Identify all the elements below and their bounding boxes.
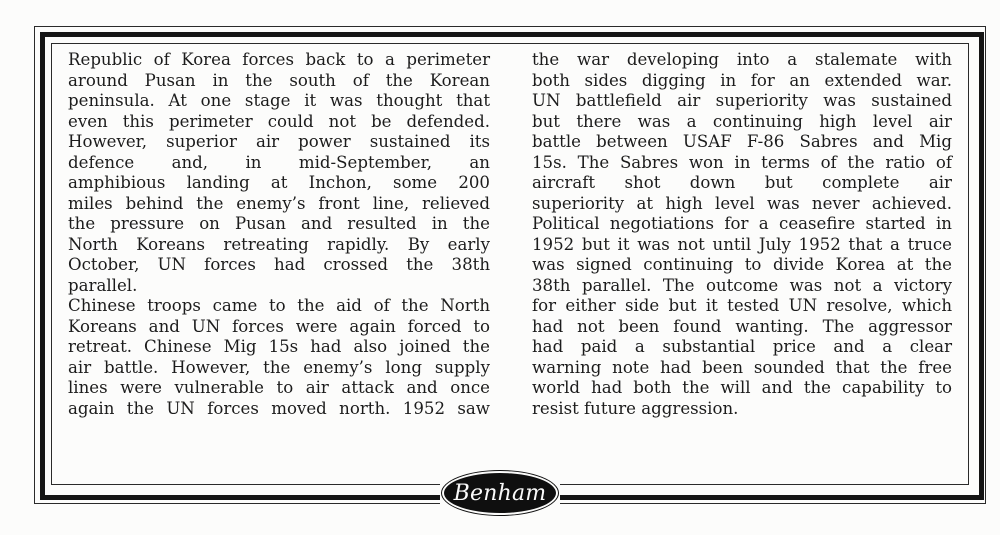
right-text-column	[532, 50, 952, 419]
text-line: miles behind the enemy’s front line, relieved	[68, 193, 490, 213]
left-text-column	[68, 50, 490, 419]
text-line: lines were vulnerable to air attack and once	[68, 378, 490, 397]
text-line: air battle. However, the enemy’s long supply	[68, 357, 490, 377]
text-line: Political negotiations for a ceasefire started in	[532, 214, 952, 233]
text-line: 15s. The Sabres won in terms of the ratio of	[532, 152, 952, 172]
text-line: resist future aggression.	[532, 398, 739, 418]
text-line: Chinese troops came to the aid of the North	[68, 296, 490, 315]
text-line: UN battlefield air superiority was sustained	[532, 91, 952, 110]
text-line: Republic of Korea forces back to a perimeter	[68, 50, 490, 69]
text-line: retreat. Chinese Mig 15s had also joined the	[68, 337, 490, 356]
text-line: Koreans and UN forces were again forced to	[68, 316, 490, 336]
text-line: had paid a substantial price and a clear	[532, 337, 952, 356]
text-line: again the UN forces moved north. 1952 saw	[68, 398, 490, 418]
text-line: amphibious landing at Inchon, some 200	[68, 173, 490, 192]
logo-text: Benham	[453, 480, 547, 506]
text-line: parallel.	[68, 275, 138, 295]
text-line: 38th parallel. The outcome was not a victory	[532, 275, 952, 295]
text-line: warning note had been sounded that the free	[532, 357, 952, 377]
text-line: October, UN forces had crossed the 38th	[68, 255, 490, 274]
text-line: but there was a continuing high level air	[532, 111, 952, 131]
text-line: superiority at high level was never achieved.	[532, 193, 952, 213]
text-line: around Pusan in the south of the Korean	[68, 70, 490, 90]
text-line: for either side but it tested UN resolve, which	[532, 296, 952, 315]
text-line: had not been found wanting. The aggressor	[532, 316, 952, 336]
text-line: North Koreans retreating rapidly. By early	[68, 234, 490, 254]
text-line: battle between USAF F-86 Sabres and Mig	[532, 132, 952, 151]
text-line: even this perimeter could not be defended.	[68, 111, 490, 131]
text-line: was signed continuing to divide Korea at the	[532, 255, 952, 274]
text-line: the war developing into a stalemate with	[532, 50, 952, 69]
text-line: peninsula. At one stage it was thought that	[68, 91, 490, 110]
text-line: defence and, in mid-September, an	[68, 152, 490, 172]
text-line: both sides digging in for an extended war.	[532, 70, 952, 90]
benham-logo	[444, 473, 556, 513]
text-line: world had both the will and the capability to	[532, 378, 952, 397]
text-line: the pressure on Pusan and resulted in the	[68, 214, 490, 233]
text-line: aircraft shot down but complete air	[532, 173, 952, 192]
text-line: 1952 but it was not until July 1952 that a truce	[532, 234, 952, 254]
logo-area	[440, 470, 560, 516]
text-line: However, superior air power sustained its	[68, 132, 490, 151]
